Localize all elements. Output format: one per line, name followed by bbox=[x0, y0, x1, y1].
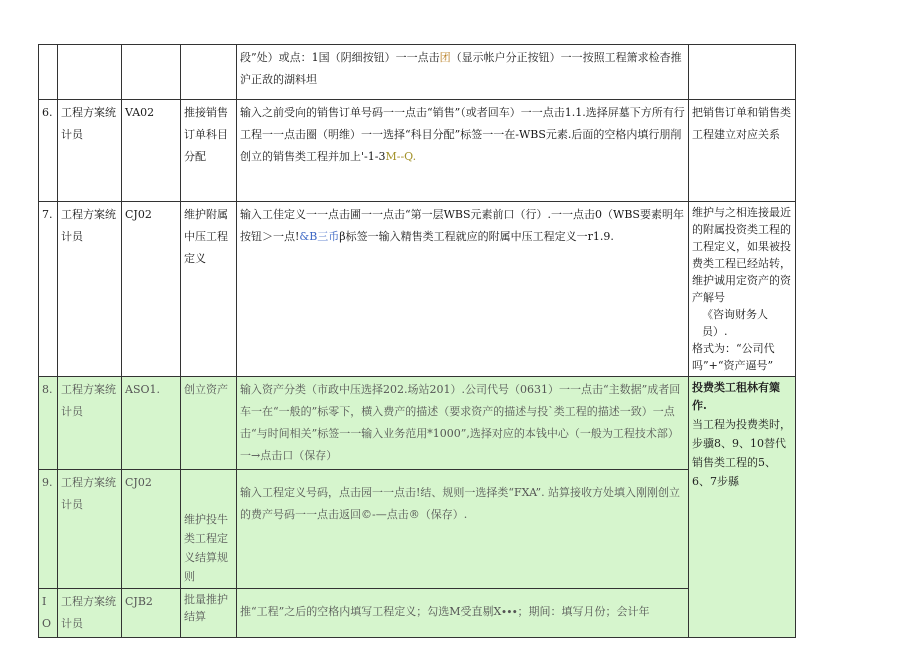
row-code: CJ02 bbox=[122, 470, 181, 589]
step-text: 段”处）或点：1国（阴细按钮）一一点击 bbox=[240, 51, 440, 64]
row-note-merged bbox=[689, 377, 796, 638]
table-row bbox=[39, 377, 796, 470]
note-line: 维护与之相连接最近的附属投资类工程的工程定义，如果被投费类工程已经站转，维护诚用定资产的资产解号 bbox=[692, 206, 791, 304]
step-text: （显示帐户分正按钮）一一按照工程箫求检杳推沪正敌的湖料坦 bbox=[240, 51, 682, 86]
row-task bbox=[181, 45, 237, 100]
row-no: 9. bbox=[39, 470, 58, 589]
row-step bbox=[237, 202, 689, 377]
row-no: 8. bbox=[39, 377, 58, 470]
row-no: IO bbox=[39, 589, 58, 638]
step-text: 输入之前受向的销售订单号码一一点击“销售”（或者回车）一一点击1.1.选择屏墓下方所有行工程一一点击圈（明维）一一选择“科目分配”标签一一在-WBS元素.后面的空格内填行朋削创立的销售类工程并加上'-1-3 bbox=[240, 106, 685, 163]
table-row bbox=[39, 45, 796, 100]
row-role: 工程方案统计员 bbox=[58, 589, 122, 638]
row-role bbox=[58, 45, 122, 100]
table-row bbox=[39, 589, 796, 638]
row-code bbox=[122, 45, 181, 100]
row-no bbox=[39, 45, 58, 100]
row-task: 推接销售订单科目分配 bbox=[181, 100, 237, 202]
step-highlight: &B三币 bbox=[299, 230, 340, 243]
row-step bbox=[237, 45, 689, 100]
row-code: VA02 bbox=[122, 100, 181, 202]
row-no: 7. bbox=[39, 202, 58, 377]
row-note: 把销售订单和销售类工程建立对应关系 bbox=[689, 100, 796, 202]
row-role: 工程方案统计员 bbox=[58, 100, 122, 202]
row-step: 输入资产分类（市政中压选择202.场站201）.公司代号（0631）一一点击“主数据”成者回车一在“一般的”标零下，横入费产的描述（要求资产的描述与投`类工程的描述一致）一点击“与时间相关”标签一一输入业务范用*1000”,选择对应的本钱中心（一般为工程技术部）一→点击口（保存） bbox=[237, 377, 689, 470]
step-text: β标签一输入精售类工程就应的附属中压工程定义一r1.9. bbox=[339, 230, 614, 243]
row-note bbox=[689, 202, 796, 377]
note-line: 《咨询财务人员）. bbox=[702, 308, 768, 338]
row-step: 输入工程定义号码，点击园一一点击!结、规则一选择类“FXA”. 站算接收方处填入刚刚创立的费产号码一一点击返回©-—点击®（保存）. bbox=[237, 470, 689, 589]
row-no: 6. bbox=[39, 100, 58, 202]
row-role: 工程方案统计员 bbox=[58, 377, 122, 470]
row-task: 批量推护结算 bbox=[181, 589, 237, 638]
row-role: 工程方案统计员 bbox=[58, 202, 122, 377]
table-row bbox=[39, 100, 796, 202]
step-highlight: 团 bbox=[439, 51, 451, 64]
table-row bbox=[39, 202, 796, 377]
row-code: CJB2 bbox=[122, 589, 181, 638]
procedure-table bbox=[38, 44, 796, 638]
note-line: 格式为：“公司代吗”+“资产逼号” bbox=[692, 342, 775, 372]
step-highlight: M--Q. bbox=[385, 150, 417, 163]
row-task: 维护投牛类工程定义结算规则 bbox=[181, 470, 237, 589]
step-text: 输入工佳定义一一点击圃一一点击“第一层WBS元素前口（行）.一一点击0（WBS要素明年按钮＞一点! bbox=[240, 208, 684, 243]
table-row bbox=[39, 470, 796, 589]
row-task: 维护附属中压工程定义 bbox=[181, 202, 237, 377]
row-code: CJ02 bbox=[122, 202, 181, 377]
note-text: 当工程为投费类时，步骥8、9、10替代销售类工程的5、6、7步縣 bbox=[692, 418, 791, 488]
row-note bbox=[689, 45, 796, 100]
row-task: 创立资产 bbox=[181, 377, 237, 470]
row-code: ASO1. bbox=[122, 377, 181, 470]
note-heading: 投费类工租林有篥作. bbox=[692, 381, 780, 412]
row-step bbox=[237, 100, 689, 202]
row-role: 工程方案统计员 bbox=[58, 470, 122, 589]
row-step: 推“工程”之后的空格内填写工程定义；勾选M受直剔X∙∙∙；期间：填写月份；会计年 bbox=[237, 589, 689, 638]
